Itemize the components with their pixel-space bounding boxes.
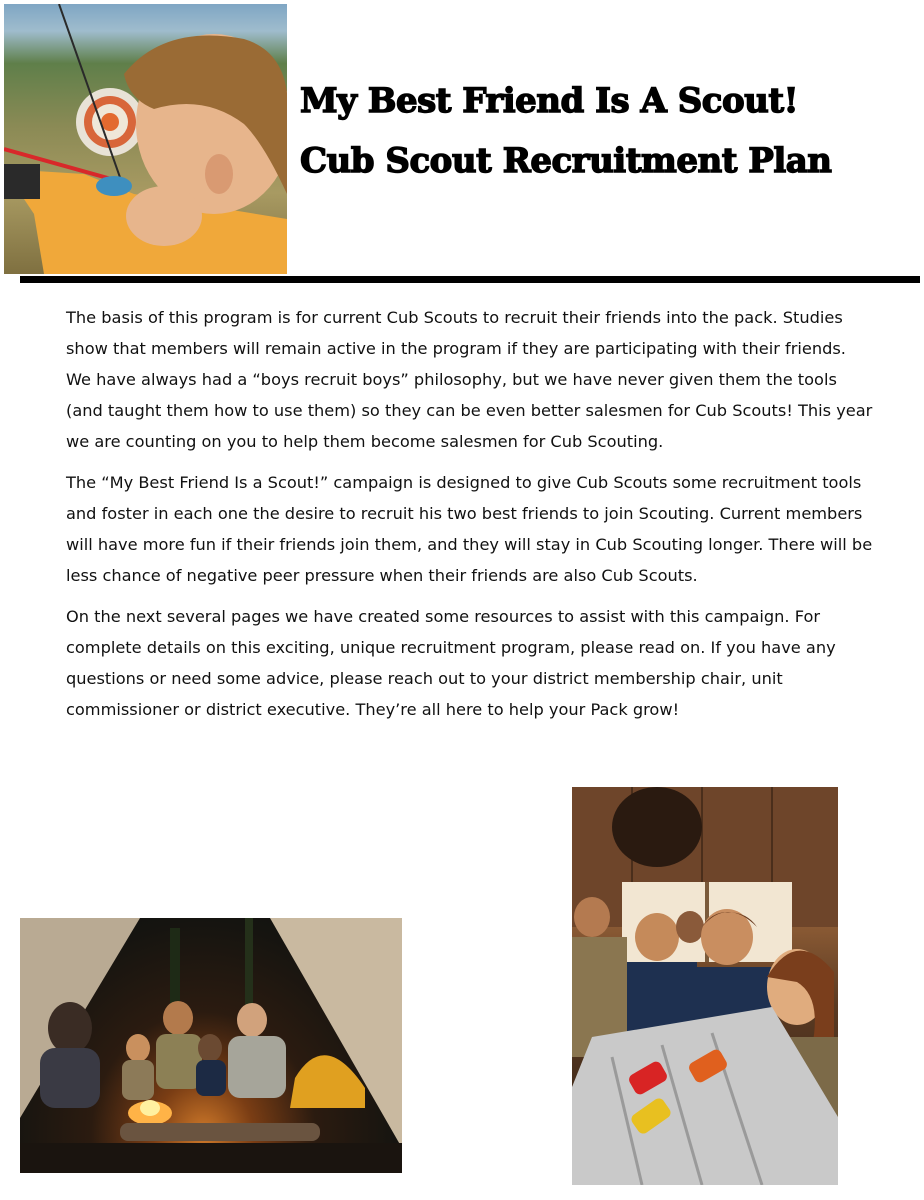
body-text bbox=[66, 302, 876, 735]
pinewood-derby-photo bbox=[572, 787, 838, 1185]
page-title bbox=[300, 81, 832, 181]
derby-photo-art bbox=[572, 787, 838, 1185]
archery-photo-art bbox=[4, 4, 287, 274]
campfire-photo bbox=[20, 918, 402, 1173]
paragraph-intro: The basis of this program is for current Cub Scouts to recruit their friends into the pack. Studies show that members will remain active in the program if they are participating with their friends. We have always had a “boys recruit boys” philosophy, but we have never given them the tools (and taught them how to use them) so they can be even better salesmen for Cub Scouts! This year we are counting on you to help them become salesmen for Cub Scouting. bbox=[66, 308, 873, 451]
archery-photo bbox=[4, 4, 287, 274]
paragraph-campaign: The “My Best Friend Is a Scout!” campaign is designed to give Cub Scouts some recruitment tools and foster in each one the desire to recruit his two best friends to join Scouting. Current members will have more fun if their friends join them, and they will stay in Cub Scouting longer. There will be less chance of negative peer pressure when their friends are also Cub Scouts. bbox=[66, 473, 873, 585]
paragraph-resources: On the next several pages we have created some resources to assist with this campaign. For complete details on this exciting, unique recruitment program, please read on. If you have any questions or need some advice, please reach out to your district membership chair, unit commissioner or district executive. They’re all here to help your Pack grow! bbox=[66, 607, 836, 719]
title-line-2: Cub Scout Recruitment Plan bbox=[300, 141, 832, 181]
title-line-1: My Best Friend Is A Scout! bbox=[300, 81, 798, 121]
campfire-photo-art bbox=[20, 918, 402, 1173]
header-divider bbox=[20, 276, 920, 283]
